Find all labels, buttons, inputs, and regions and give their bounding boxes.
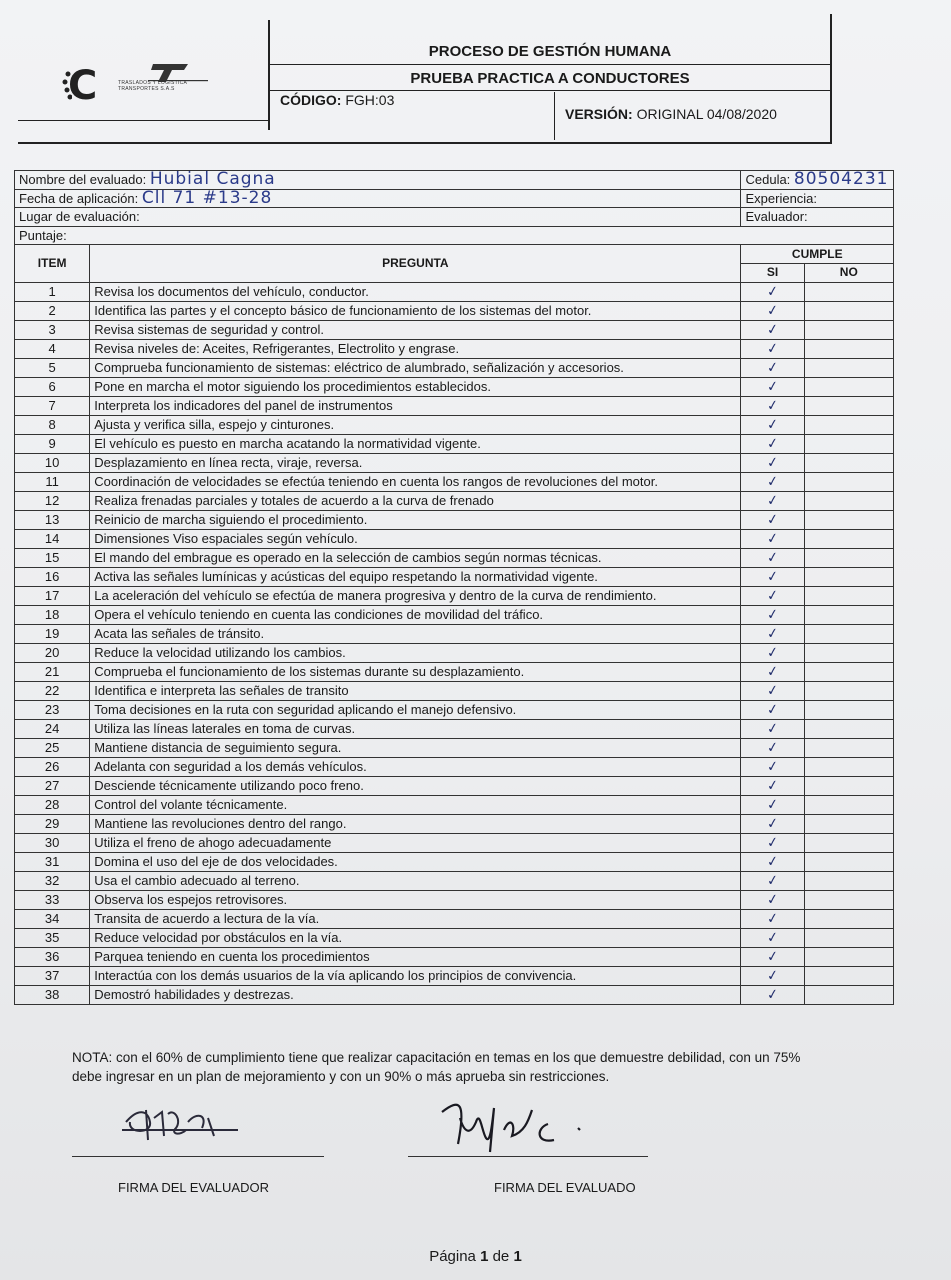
- table-row: [15, 567, 894, 586]
- check-mark-icon: ✓: [765, 985, 780, 1004]
- check-mark-icon: ✓: [765, 700, 780, 719]
- check-mark-icon: ✓: [765, 510, 780, 529]
- si-cell: [741, 548, 804, 567]
- question-text: Revisa niveles de: Aceites, Refrigerantes, Electrolito y engrase.: [90, 339, 741, 358]
- no-cell: [804, 605, 893, 624]
- table-row: [15, 453, 894, 472]
- no-cell: [804, 624, 893, 643]
- check-mark-icon: ✓: [765, 681, 780, 700]
- table-row: [15, 605, 894, 624]
- no-cell: [804, 776, 893, 795]
- date-label: Fecha de aplicación:: [19, 190, 139, 206]
- check-mark-icon: ✓: [765, 567, 780, 586]
- cedula-cell: [741, 171, 894, 190]
- si-cell: [741, 586, 804, 605]
- no-cell: [804, 415, 893, 434]
- no-cell: [804, 282, 893, 301]
- place-label: Lugar de evaluación:: [19, 209, 140, 225]
- evaluator-signature-line: [72, 1156, 324, 1157]
- question-text: Interactúa con los demás usuarios de la vía aplicando los principios de convivencia.: [90, 966, 741, 985]
- table-row: [15, 662, 894, 681]
- question-text: Utiliza las líneas laterales en toma de curvas.: [90, 719, 741, 738]
- si-cell: [741, 339, 804, 358]
- check-mark-icon: ✓: [765, 852, 780, 871]
- si-cell: [741, 928, 804, 947]
- no-cell: [804, 833, 893, 852]
- check-mark-icon: ✓: [765, 548, 780, 567]
- check-mark-icon: ✓: [765, 871, 780, 890]
- question-text: Revisa los documentos del vehículo, conductor.: [90, 282, 741, 301]
- check-mark-icon: ✓: [765, 529, 780, 548]
- no-cell: [804, 472, 893, 491]
- no-cell: [804, 567, 893, 586]
- table-row: [15, 586, 894, 605]
- no-cell: [804, 738, 893, 757]
- check-mark-icon: ✓: [765, 320, 780, 339]
- item-number: 13: [15, 510, 90, 529]
- table-row: [15, 776, 894, 795]
- no-cell: [804, 909, 893, 928]
- item-number: 31: [15, 852, 90, 871]
- question-text: Domina el uso del eje de dos velocidades.: [90, 852, 741, 871]
- si-cell: [741, 453, 804, 472]
- item-number: 6: [15, 377, 90, 396]
- item-number: 35: [15, 928, 90, 947]
- no-cell: [804, 339, 893, 358]
- no-header: NO: [804, 263, 893, 282]
- question-text: La aceleración del vehículo se efectúa de manera progresiva y dentro de la curva de rendimiento.: [90, 586, 741, 605]
- place-cell: [15, 208, 741, 227]
- si-cell: [741, 985, 804, 1004]
- question-text: Identifica e interpreta las señales de transito: [90, 681, 741, 700]
- item-number: 11: [15, 472, 90, 491]
- si-cell: [741, 890, 804, 909]
- no-cell: [804, 947, 893, 966]
- header-code: [280, 92, 394, 108]
- check-mark-icon: ✓: [765, 605, 780, 624]
- question-text: Usa el cambio adecuado al terreno.: [90, 871, 741, 890]
- check-mark-icon: ✓: [765, 301, 780, 320]
- si-cell: [741, 567, 804, 586]
- check-mark-icon: ✓: [765, 643, 780, 662]
- question-text: Revisa sistemas de seguridad y control.: [90, 320, 741, 339]
- question-text: Reduce velocidad por obstáculos en la vía.: [90, 928, 741, 947]
- check-mark-icon: ✓: [765, 928, 780, 947]
- info-row-name: [15, 171, 894, 190]
- check-mark-icon: ✓: [765, 833, 780, 852]
- question-text: El mando del embrague es operado en la selección de cambios según normas técnicas.: [90, 548, 741, 567]
- question-text: Comprueba el funcionamiento de los sistemas durante su desplazamiento.: [90, 662, 741, 681]
- question-text: Utiliza el freno de ahogo adecuadamente: [90, 833, 741, 852]
- no-cell: [804, 719, 893, 738]
- item-number: 27: [15, 776, 90, 795]
- si-header: SI: [741, 263, 804, 282]
- question-text: Acata las señales de tránsito.: [90, 624, 741, 643]
- si-cell: [741, 529, 804, 548]
- item-number: 33: [15, 890, 90, 909]
- no-cell: [804, 358, 893, 377]
- note-line-2: debe ingresar en un plan de mejoramiento y con un 90% o más aprueba sin restricciones.: [72, 1069, 610, 1084]
- si-cell: [741, 491, 804, 510]
- question-text: Activa las señales lumínicas y acústicas del equipo respetando la normatividad vigente.: [90, 567, 741, 586]
- check-mark-icon: ✓: [765, 795, 780, 814]
- si-cell: [741, 852, 804, 871]
- table-row: [15, 852, 894, 871]
- item-number: 16: [15, 567, 90, 586]
- table-row: [15, 814, 894, 833]
- info-row-date: [15, 189, 894, 208]
- evaluator-cell: [741, 208, 894, 227]
- question-text: Pone en marcha el motor siguiendo los procedimientos establecidos.: [90, 377, 741, 396]
- table-row: [15, 377, 894, 396]
- item-number: 36: [15, 947, 90, 966]
- item-number: 4: [15, 339, 90, 358]
- page-number: [0, 1248, 951, 1265]
- table-row: [15, 643, 894, 662]
- evaluation-table: [14, 170, 894, 1005]
- item-number: 30: [15, 833, 90, 852]
- item-number: 2: [15, 301, 90, 320]
- si-cell: [741, 415, 804, 434]
- question-text: Reinicio de marcha siguiendo el procedimiento.: [90, 510, 741, 529]
- check-mark-icon: ✓: [765, 491, 780, 510]
- table-row: [15, 871, 894, 890]
- info-row-place: [15, 208, 894, 227]
- si-cell: [741, 662, 804, 681]
- no-cell: [804, 966, 893, 985]
- table-row: [15, 795, 894, 814]
- check-mark-icon: ✓: [765, 909, 780, 928]
- si-cell: [741, 966, 804, 985]
- check-mark-icon: ✓: [765, 377, 780, 396]
- no-cell: [804, 757, 893, 776]
- no-cell: [804, 586, 893, 605]
- header-title-process: PROCESO DE GESTIÓN HUMANA: [270, 34, 830, 65]
- table-row: [15, 947, 894, 966]
- no-cell: [804, 890, 893, 909]
- question-text: Desplazamiento en línea recta, viraje, reversa.: [90, 453, 741, 472]
- check-mark-icon: ✓: [765, 662, 780, 681]
- check-mark-icon: ✓: [765, 434, 780, 453]
- question-text: Control del volante técnicamente.: [90, 795, 741, 814]
- evaluated-signature-line: [408, 1156, 648, 1157]
- question-text: Comprueba funcionamiento de sistemas: eléctrico de alumbrado, señalización y accesorios.: [90, 358, 741, 377]
- table-row: [15, 548, 894, 567]
- question-text: Toma decisiones en la ruta con seguridad aplicando el manejo defensivo.: [90, 700, 741, 719]
- score-cell: [15, 226, 894, 245]
- question-text: Coordinación de velocidades se efectúa teniendo en cuenta los rangos de revoluciones del motor.: [90, 472, 741, 491]
- check-mark-icon: ✓: [765, 738, 780, 757]
- si-cell: [741, 757, 804, 776]
- header-title-test: PRUEBA PRACTICA A CONDUCTORES: [270, 66, 830, 91]
- no-cell: [804, 985, 893, 1004]
- evaluated-signature-label: FIRMA DEL EVALUADO: [494, 1180, 636, 1195]
- table-row: [15, 320, 894, 339]
- table-row: [15, 928, 894, 947]
- no-cell: [804, 871, 893, 890]
- si-cell: [741, 434, 804, 453]
- date-value: Cll 71 #13-28: [141, 187, 273, 208]
- name-cell: [15, 171, 741, 190]
- logo-letter-c-icon: C: [68, 63, 98, 109]
- check-mark-icon: ✓: [765, 586, 780, 605]
- no-cell: [804, 795, 893, 814]
- item-number: 20: [15, 643, 90, 662]
- no-cell: [804, 434, 893, 453]
- check-mark-icon: ✓: [765, 415, 780, 434]
- si-cell: [741, 871, 804, 890]
- item-number: 7: [15, 396, 90, 415]
- table-row: [15, 757, 894, 776]
- item-number: 32: [15, 871, 90, 890]
- table-row: [15, 434, 894, 453]
- si-cell: [741, 605, 804, 624]
- no-cell: [804, 662, 893, 681]
- si-cell: [741, 795, 804, 814]
- no-cell: [804, 814, 893, 833]
- table-row: [15, 681, 894, 700]
- question-text: Observa los espejos retrovisores.: [90, 890, 741, 909]
- no-cell: [804, 453, 893, 472]
- item-number: 25: [15, 738, 90, 757]
- item-number: 38: [15, 985, 90, 1004]
- table-row: [15, 966, 894, 985]
- no-cell: [804, 928, 893, 947]
- item-number: 3: [15, 320, 90, 339]
- score-label: Puntaje:: [19, 228, 67, 244]
- check-mark-icon: ✓: [765, 396, 780, 415]
- evaluation-table-body: [15, 171, 894, 1005]
- item-number: 15: [15, 548, 90, 567]
- item-number: 5: [15, 358, 90, 377]
- item-number: 10: [15, 453, 90, 472]
- table-row: [15, 472, 894, 491]
- si-cell: [741, 301, 804, 320]
- table-row: [15, 719, 894, 738]
- page-separator: de: [492, 1248, 510, 1265]
- table-row: [15, 510, 894, 529]
- form-header: [18, 14, 832, 144]
- page-total: 1: [513, 1248, 522, 1265]
- si-cell: [741, 700, 804, 719]
- table-row: [15, 700, 894, 719]
- evaluator-label: Evaluador:: [745, 209, 808, 225]
- item-number: 26: [15, 757, 90, 776]
- name-label: Nombre del evaluado:: [19, 172, 147, 188]
- item-number: 24: [15, 719, 90, 738]
- check-mark-icon: ✓: [765, 947, 780, 966]
- item-header: ITEM: [15, 245, 90, 282]
- no-cell: [804, 510, 893, 529]
- page-prefix: Página: [429, 1248, 476, 1265]
- no-cell: [804, 529, 893, 548]
- item-number: 22: [15, 681, 90, 700]
- logo-text: TRASLADOS Y LOGISTICA TRANSPORTES S.A.S: [118, 80, 187, 92]
- check-mark-icon: ✓: [765, 282, 780, 301]
- page-current: 1: [480, 1248, 489, 1265]
- table-row: [15, 833, 894, 852]
- cumple-header: CUMPLE: [741, 245, 894, 264]
- no-cell: [804, 643, 893, 662]
- check-mark-icon: ✓: [765, 890, 780, 909]
- table-row: [15, 358, 894, 377]
- item-number: 14: [15, 529, 90, 548]
- version-label: VERSIÓN:: [565, 106, 633, 122]
- code-value: FGH:03: [345, 92, 395, 108]
- check-mark-icon: ✓: [765, 757, 780, 776]
- si-cell: [741, 643, 804, 662]
- si-cell: [741, 738, 804, 757]
- si-cell: [741, 377, 804, 396]
- si-cell: [741, 719, 804, 738]
- si-cell: [741, 358, 804, 377]
- table-row: [15, 890, 894, 909]
- no-cell: [804, 548, 893, 567]
- item-number: 37: [15, 966, 90, 985]
- question-text: Adelanta con seguridad a los demás vehículos.: [90, 757, 741, 776]
- question-text: Ajusta y verifica silla, espejo y cinturones.: [90, 415, 741, 434]
- cedula-label: Cedula:: [745, 172, 791, 188]
- question-text: Demostró habilidades y destrezas.: [90, 985, 741, 1004]
- no-cell: [804, 700, 893, 719]
- version-value: ORIGINAL 04/08/2020: [636, 106, 777, 122]
- no-cell: [804, 301, 893, 320]
- question-text: Interpreta los indicadores del panel de instrumentos: [90, 396, 741, 415]
- evaluator-signature-label: FIRMA DEL EVALUADOR: [118, 1180, 269, 1195]
- evaluator-signature: [118, 1100, 248, 1150]
- item-number: 19: [15, 624, 90, 643]
- si-cell: [741, 909, 804, 928]
- no-cell: [804, 491, 893, 510]
- si-cell: [741, 320, 804, 339]
- table-row: [15, 415, 894, 434]
- item-number: 17: [15, 586, 90, 605]
- check-mark-icon: ✓: [765, 339, 780, 358]
- table-header-row-1: [15, 245, 894, 264]
- question-text: Mantiene las revoluciones dentro del rango.: [90, 814, 741, 833]
- item-number: 18: [15, 605, 90, 624]
- table-row: [15, 491, 894, 510]
- date-cell: [15, 189, 741, 208]
- item-number: 1: [15, 282, 90, 301]
- si-cell: [741, 776, 804, 795]
- question-text: Dimensiones Viso espaciales según vehículo.: [90, 529, 741, 548]
- question-text: Parquea teniendo en cuenta los procedimientos: [90, 947, 741, 966]
- question-text: Desciende técnicamente utilizando poco freno.: [90, 776, 741, 795]
- experience-label: Experiencia:: [745, 190, 818, 206]
- si-cell: [741, 947, 804, 966]
- table-row: [15, 529, 894, 548]
- no-cell: [804, 377, 893, 396]
- info-row-score: [15, 226, 894, 245]
- no-cell: [804, 320, 893, 339]
- company-logo: [18, 20, 270, 130]
- question-text: Opera el vehículo teniendo en cuenta las condiciones de movilidad del tráfico.: [90, 605, 741, 624]
- header-version: [554, 92, 830, 140]
- check-mark-icon: ✓: [765, 472, 780, 491]
- table-row: [15, 909, 894, 928]
- code-label: CÓDIGO:: [280, 92, 342, 108]
- si-cell: [741, 833, 804, 852]
- no-cell: [804, 681, 893, 700]
- question-text: Realiza frenadas parciales y totales de acuerdo a la curva de frenado: [90, 491, 741, 510]
- item-number: 8: [15, 415, 90, 434]
- no-cell: [804, 396, 893, 415]
- question-text: Identifica las partes y el concepto básico de funcionamiento de los sistemas del motor.: [90, 301, 741, 320]
- cedula-value: 80504231: [793, 169, 889, 190]
- check-mark-icon: ✓: [765, 453, 780, 472]
- no-cell: [804, 852, 893, 871]
- item-number: 23: [15, 700, 90, 719]
- question-text: Mantiene distancia de seguimiento segura.: [90, 738, 741, 757]
- check-mark-icon: ✓: [765, 776, 780, 795]
- question-text: Reduce la velocidad utilizando los cambios.: [90, 643, 741, 662]
- item-number: 12: [15, 491, 90, 510]
- si-cell: [741, 814, 804, 833]
- table-row: [15, 282, 894, 301]
- item-number: 21: [15, 662, 90, 681]
- question-header: PREGUNTA: [90, 245, 741, 282]
- si-cell: [741, 681, 804, 700]
- table-row: [15, 624, 894, 643]
- table-row: [15, 301, 894, 320]
- check-mark-icon: ✓: [765, 358, 780, 377]
- table-row: [15, 985, 894, 1004]
- question-text: El vehículo es puesto en marcha acatando la normatividad vigente.: [90, 434, 741, 453]
- item-number: 34: [15, 909, 90, 928]
- item-number: 28: [15, 795, 90, 814]
- table-row: [15, 396, 894, 415]
- note-text: [72, 1048, 892, 1086]
- check-mark-icon: ✓: [765, 814, 780, 833]
- item-number: 9: [15, 434, 90, 453]
- table-row: [15, 738, 894, 757]
- si-cell: [741, 472, 804, 491]
- note-line-1: NOTA: con el 60% de cumplimiento tiene que realizar capacitación en temas en los que demuestre debilidad, con un 75%: [72, 1050, 801, 1065]
- item-number: 29: [15, 814, 90, 833]
- experience-cell: [741, 189, 894, 208]
- check-mark-icon: ✓: [765, 624, 780, 643]
- question-text: Transita de acuerdo a lectura de la vía.: [90, 909, 741, 928]
- header-bottom-line: [18, 120, 270, 121]
- si-cell: [741, 396, 804, 415]
- si-cell: [741, 510, 804, 529]
- name-value: Hubial Cagna: [149, 169, 276, 190]
- si-cell: [741, 624, 804, 643]
- check-mark-icon: ✓: [765, 719, 780, 738]
- si-cell: [741, 282, 804, 301]
- table-row: [15, 339, 894, 358]
- check-mark-icon: ✓: [765, 966, 780, 985]
